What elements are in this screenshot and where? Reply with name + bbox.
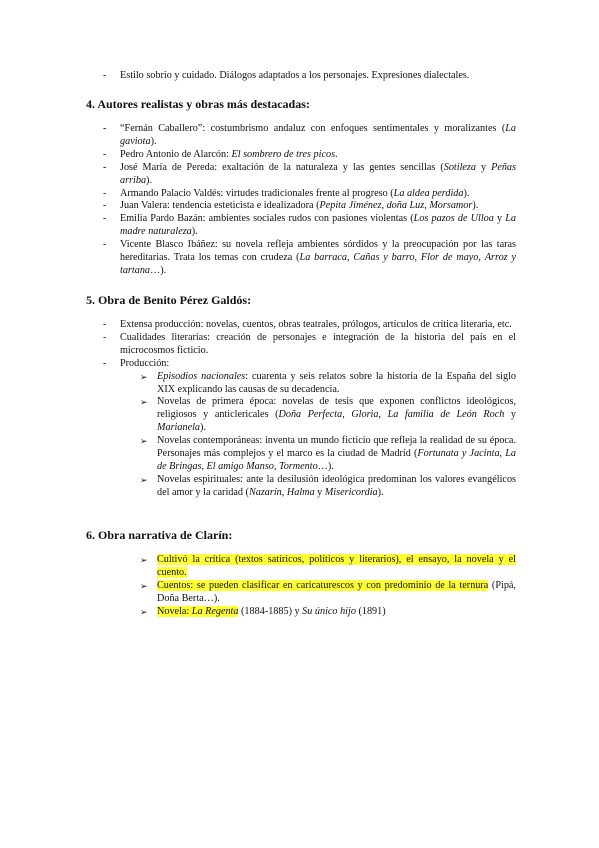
item-text: Novela: — [157, 605, 192, 617]
dash-bullet: - — [103, 213, 107, 225]
title-text: Flor de mayo — [420, 252, 479, 264]
intro-block — [86, 70, 516, 83]
dash-bullet: - — [103, 239, 107, 251]
item-text: ). — [191, 226, 198, 238]
item-text: …). — [150, 264, 167, 276]
list-item — [86, 123, 516, 149]
item-text: , — [201, 460, 207, 472]
section-5 — [86, 293, 516, 500]
section-4-heading: 4. Autores realistas y obras más destacadas: — [86, 97, 310, 111]
list-item — [86, 435, 516, 474]
title-text: Tormento — [278, 460, 318, 472]
item-text: ). — [472, 200, 479, 212]
list-item — [86, 319, 516, 332]
list-item — [86, 332, 516, 358]
item-text: Extensa producción: novelas, cuentos, obras teatrales, prólogos, artículos de crítica literaria, etc. — [120, 319, 512, 330]
dash-bullet: - — [103, 148, 107, 160]
item-text: ). — [463, 187, 470, 199]
item-text: Cuentos: se pueden clasificar en caricaturescos y con predominio de la ternura — [157, 579, 489, 591]
item-text: Producción: — [120, 357, 170, 369]
item-text: , — [346, 252, 354, 264]
list-item — [86, 474, 516, 500]
item-text: Estilo sobrio y cuidado. Diálogos adaptados a los personajes. Expresiones dialectales. — [120, 70, 470, 81]
list-item — [86, 149, 516, 162]
title-text: Sotileza — [443, 161, 476, 173]
item-text: . — [335, 148, 338, 160]
arrow-bullet-icon: ➢ — [140, 580, 148, 591]
arrow-bullet-icon: ➢ — [140, 371, 148, 382]
dash-bullet: - — [103, 70, 107, 81]
title-text: Peñas arriba — [120, 161, 516, 186]
title-text: Los pazos de Ulloa — [413, 213, 494, 225]
dash-bullet: - — [103, 200, 107, 212]
title-text: Episodios nacionales — [157, 370, 246, 382]
item-text: Armando Palacio Valdés: virtudes tradicionales frente al progreso ( — [120, 187, 394, 199]
item-text: (1884-1885) y — [238, 605, 303, 617]
item-text: Novelas contemporáneas: inventa un mundo ficticio que refleja la realidad de su época. Personajes más complejos y el marco es la ciudad de Madrid ( — [157, 435, 516, 460]
item-text: Emilia Pardo Bazán: ambientes sociales rudos con pasiones violentas ( — [120, 213, 414, 225]
item-text: José María de Pereda: exaltación de la naturaleza y las gentes sencillas ( — [120, 161, 444, 173]
title-text: Su único hijo — [302, 605, 356, 617]
title-text: Cañas y barro — [353, 252, 415, 264]
title-text: Pepita Jiménez — [319, 200, 382, 212]
arrow-bullet-icon: ➢ — [140, 474, 148, 485]
list-item — [86, 70, 516, 83]
item-text: Novelas de primera época: novelas de tesis que exponen conflictos ideológicos, religiosos y anticlericales ( — [157, 396, 516, 421]
item-text: y — [493, 213, 506, 225]
item-text: , — [381, 200, 387, 212]
item-text: y — [504, 409, 517, 421]
title-text: Doña Perfecta — [278, 409, 343, 421]
item-text: Novelas espirituales: ante la desilusión ideológica predominan los valores evangélicos del amor y la caridad ( — [157, 473, 516, 498]
item-text: , — [342, 409, 352, 421]
section-5-list — [86, 319, 516, 371]
title-text: El sombrero de tres picos — [231, 148, 336, 160]
title-text: La gaviota — [120, 123, 516, 147]
item-text: ). — [146, 174, 152, 186]
item-text: y — [314, 486, 325, 498]
section-6-sublist — [86, 554, 516, 619]
arrow-bullet-icon: ➢ — [140, 606, 148, 617]
item-text: ). — [377, 486, 384, 498]
title-text: La Regenta — [191, 605, 239, 617]
list-item — [86, 162, 516, 188]
title-text: Marianela — [157, 422, 201, 434]
item-text: , — [478, 252, 485, 264]
item-text: (1891) — [355, 605, 386, 617]
list-item — [86, 358, 516, 371]
item-text: …). — [317, 460, 334, 472]
item-text: Cultivó la crítica (textos satíricos, políticos y literarios), el ensayo, la novela y el cuento. — [157, 554, 516, 578]
item-text: , — [414, 252, 421, 264]
title-text: Morsamor — [429, 200, 473, 212]
title-text: La aldea perdida — [393, 187, 464, 199]
dash-bullet: - — [103, 123, 107, 134]
title-text: La barraca — [299, 252, 347, 264]
item-text: , — [378, 409, 388, 421]
title-text: Halma — [286, 486, 315, 498]
dash-bullet: - — [103, 187, 107, 199]
dash-bullet: - — [103, 357, 107, 369]
item-text: , — [273, 460, 279, 472]
list-item — [86, 606, 516, 619]
item-text: , — [499, 448, 506, 460]
title-text: Gloria — [351, 409, 379, 421]
title-text: Misericordia — [324, 486, 378, 498]
list-item — [86, 371, 516, 397]
item-text: Vicente Blasco Ibáñez: su novela refleja ambientes sórdidos y la preocupación por las taras hereditarias. Trata los temas con crudeza ( — [120, 239, 516, 264]
title-text: El amigo Manso — [206, 460, 274, 472]
item-text: “Fernán Caballero”: costumbrismo andaluz con enfoques sentimentales y moralizantes ( — [120, 123, 506, 134]
item-text: , — [424, 200, 430, 212]
list-item — [86, 396, 516, 435]
item-text: ). — [200, 422, 206, 434]
arrow-bullet-icon: ➢ — [140, 397, 148, 408]
title-text: Arroz y tartana — [120, 252, 517, 276]
title-text: La de Bringas — [157, 448, 517, 472]
title-text: doña Luz — [386, 200, 425, 212]
arrow-bullet-icon: ➢ — [140, 555, 148, 565]
title-text: La familia de León Roch — [387, 409, 505, 421]
item-text: Pedro Antonio de Alarcón: — [120, 148, 232, 160]
section-4-list — [86, 123, 516, 278]
section-4 — [86, 97, 516, 278]
arrow-bullet-icon: ➢ — [140, 436, 148, 447]
item-text: ). — [150, 135, 157, 147]
item-text: : cuarenta y seis relatos sobre la historia de la España del siglo XIX explicando las causas de su decadencia. — [157, 370, 516, 395]
item-text: (Pipá, Doña Berta…). — [157, 579, 516, 604]
dash-bullet: - — [103, 161, 107, 173]
list-item — [86, 213, 516, 239]
item-text: , — [281, 486, 287, 498]
item-text: y — [475, 161, 492, 173]
section-5-heading: 5. Obra de Benito Pérez Galdós: — [86, 293, 252, 307]
intro-list — [86, 70, 516, 83]
section-5-sublist — [86, 371, 516, 500]
list-item — [86, 200, 516, 213]
list-item — [86, 554, 516, 580]
section-6 — [86, 528, 516, 619]
title-text: Fortunata y Jacinta — [417, 448, 500, 460]
item-text: Cualidades literarias: creación de personajes e integración de la historia del país en el microcosmos ficticio. — [120, 331, 516, 356]
section-6-heading: 6. Obra narrativa de Clarín: — [86, 528, 233, 542]
title-text: La madre naturaleza — [120, 213, 516, 238]
list-item — [86, 580, 516, 606]
list-item — [86, 188, 516, 201]
title-text: Nazarín — [248, 486, 282, 498]
item-text: Juan Valera: tendencia esteticista e idealizadora ( — [120, 200, 320, 212]
dash-bullet: - — [103, 331, 107, 343]
list-item — [86, 239, 516, 278]
dash-bullet: - — [103, 319, 107, 330]
